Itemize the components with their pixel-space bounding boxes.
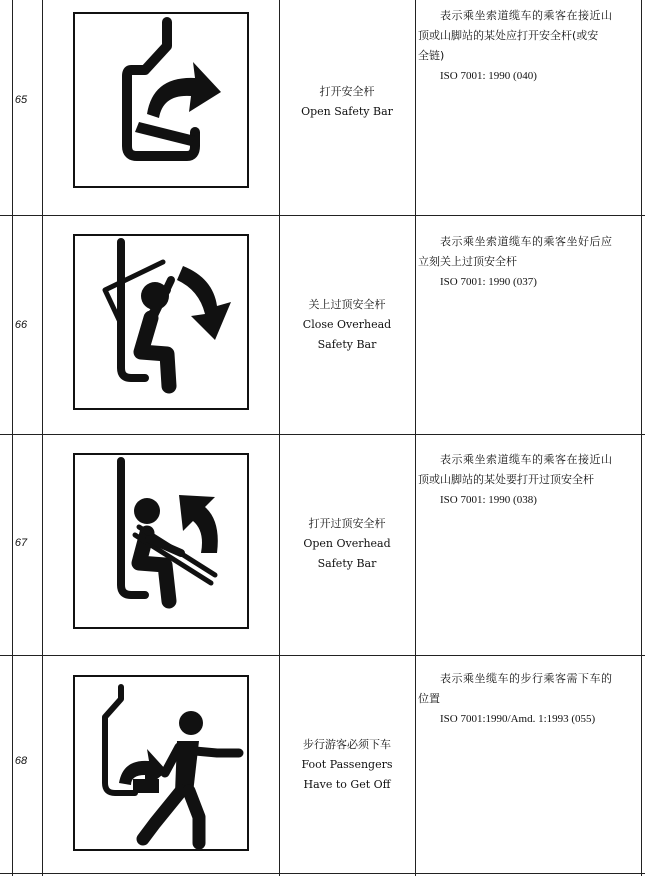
desc-line: 表示乘坐索道缆车的乘客在接近山 (440, 9, 613, 22)
table-row (0, 215, 645, 434)
foot-passengers-get-off-icon (75, 677, 247, 849)
symbol-frame (73, 453, 249, 629)
sign-name-en: Safety Bar (317, 338, 377, 351)
desc-line: 表示乘坐索道缆车的乘客坐好后应 (440, 235, 613, 248)
desc-line: 顶或山脚站的某处要打开过顶安全杆 (418, 473, 594, 486)
sign-name (279, 735, 415, 795)
sign-name-zh: 打开过顶安全杆 (308, 517, 386, 530)
desc-line: 立刻关上过顶安全杆 (418, 255, 517, 268)
row-number: 66 (14, 319, 28, 331)
desc-line: 全链) (418, 49, 445, 62)
sign-name-en: Have to Get Off (303, 778, 391, 791)
desc-line: 顶或山脚站的某处应打开安全杆(或安 (418, 29, 599, 42)
iso-reference: ISO 7001: 1990 (040) (440, 70, 537, 82)
sign-description (418, 232, 638, 292)
sign-name-en: Open Overhead (303, 537, 391, 550)
sign-name-en: Open Safety Bar (301, 105, 393, 118)
open-safety-bar-icon (75, 14, 247, 186)
symbol-frame (73, 12, 249, 188)
table-border-bottom (0, 873, 645, 874)
sign-description (418, 6, 638, 86)
sign-description (418, 669, 638, 729)
sign-name-zh: 打开安全杆 (319, 85, 375, 98)
sign-name (279, 514, 415, 574)
desc-line: 表示乘坐索道缆车的乘客在接近山 (440, 453, 613, 466)
sign-name-en: Close Overhead (302, 318, 392, 331)
table-row (0, 0, 645, 215)
desc-line: 位置 (418, 692, 440, 705)
sign-name-zh: 关上过顶安全杆 (308, 298, 386, 311)
row-number: 67 (14, 537, 28, 549)
sign-name-en: Foot Passengers (301, 758, 393, 771)
sign-description (418, 450, 638, 510)
sign-name-zh: 步行游客必须下车 (303, 738, 391, 751)
desc-line: 表示乘坐缆车的步行乘客需下车的 (440, 672, 613, 685)
open-overhead-safety-bar-icon (75, 455, 247, 627)
symbol-frame (73, 234, 249, 410)
symbol-frame (73, 675, 249, 851)
iso-reference: ISO 7001: 1990 (037) (440, 276, 537, 288)
iso-reference: ISO 7001: 1990 (038) (440, 494, 537, 506)
row-number: 65 (14, 94, 28, 106)
close-overhead-safety-bar-icon (75, 236, 247, 408)
table-row (0, 434, 645, 655)
row-number: 68 (14, 755, 28, 767)
sign-name (279, 295, 415, 355)
iso-reference: ISO 7001:1990/Amd. 1:1993 (055) (440, 713, 596, 725)
table-row (0, 655, 645, 873)
sign-name (279, 82, 415, 122)
sign-name-en: Safety Bar (317, 557, 377, 570)
